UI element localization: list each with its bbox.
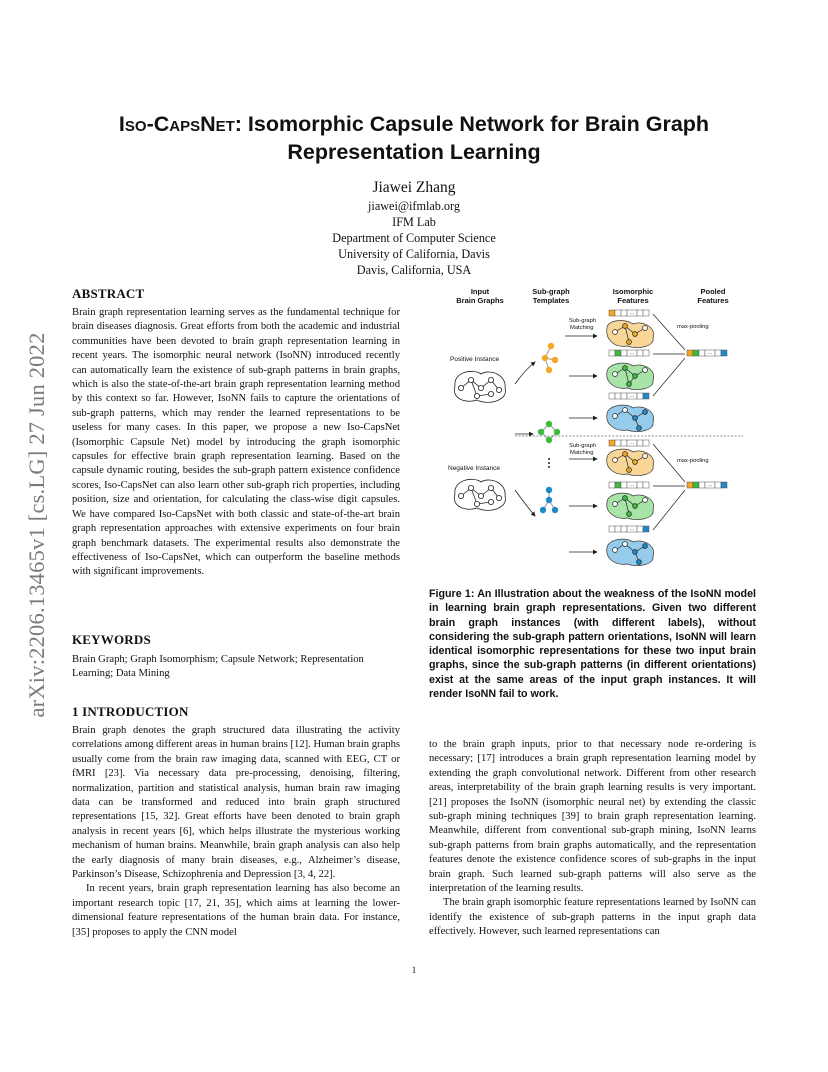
header-input: Input bbox=[470, 287, 490, 296]
header-input-2: Brain Graphs bbox=[456, 296, 504, 305]
header-templates: Sub-graph bbox=[532, 287, 570, 296]
matched-graph-neg-orange bbox=[607, 449, 654, 475]
header-pooled: Pooled bbox=[700, 287, 726, 296]
title-line1: : Isomorphic Capsule Network for Brain Graph bbox=[234, 112, 710, 136]
abstract-heading: ABSTRACT bbox=[72, 286, 145, 301]
abstract-text: Brain graph representation learning serves as the fundamental technique for brain diseases diagnosis. Great efforts from both the academic and industrial communities have been devoted to brain graph representation learning in recent years. The isomorphic neural network (IsoNN) introduced recently can automatically learn the existence of sub-graph patterns in brain graphs, which is also the state-of-the-art brain graph representation learning method by this context so far. However, IsoNN fails to capture the orientations of sub-graph patterns, which may render the learned representations to be useless for many cases. In this paper, we propose a new Iso-CapsNet (Isomorphic Capsule Net) model by introducing the graph isomorphic capsules for effective brain graph representation learning. Based on the capsule dynamic routing, besides the sub-graph pattern existence confidence scores, Iso-CapsNet can also learn other sub-graph rich properties, including position, size and orientation, for calculating the class-wise digit capsules. We have compared Iso-CapsNet with both classic and state-of-the-art brain graph representation approaches with extensive experiments on four brain graph benchmark datasets. The experimental results also demonstrate the effectiveness of Iso-CapsNet, which can outperform the baseline methods with significant improvements. bbox=[72, 307, 400, 578]
matching-label-bottom-a: Sub-graph bbox=[569, 443, 597, 449]
title-line2: Representation Learning bbox=[287, 140, 541, 164]
max-pooling-label-top: max-pooling bbox=[677, 324, 709, 330]
figure-1 bbox=[429, 284, 756, 584]
matched-graph-neg-blue bbox=[607, 539, 654, 565]
matched-graph-pos-green bbox=[607, 363, 654, 389]
intro-paragraph-1: Brain graph denotes the graph structured data illustrating the activity correlations among different areas in human brains [12]. Human brain graphs usually come from the brain raw imaging data, scanned with EEG, CT or fMRI [23]. Via necessary data pre-processing, denoising, filtering, normalization, partition and statistical analysis, human brain raw imaging data can be transformed and reduced into brain graph structured representations [15, 32]. Great efforts have been denoted to brain graph analysis in recent years [6], which helps illustrate the mysterious working mechanism of human brains. Meanwhile, brain graph analysis can also help the early diagnosis of many brain diseases, e.g., Alzheimer’s disease, Parkinson’s Disease, Schizophrenia and Depression [3, 4, 22]. bbox=[72, 725, 400, 881]
figure-1-diagram bbox=[429, 284, 756, 584]
keywords-text: Brain Graph; Graph Isomorphism; Capsule Network; Representation Learning; Data Mining bbox=[72, 654, 364, 680]
keywords-section bbox=[72, 632, 400, 682]
header-templates-2: Templates bbox=[532, 296, 570, 305]
figure-caption-block bbox=[429, 587, 756, 701]
header-pooled-2: Features bbox=[697, 296, 729, 305]
paper-title bbox=[70, 110, 758, 166]
author-name: Jiawei Zhang bbox=[372, 179, 456, 196]
vec-dots-4: ··· bbox=[629, 441, 635, 447]
label-positive-instance: Positive Instance bbox=[450, 356, 500, 363]
matching-label-bottom-b: Matching bbox=[570, 450, 594, 456]
matching-label-top-a: Sub-graph bbox=[569, 318, 597, 324]
negative-brain-graph bbox=[454, 479, 505, 510]
matched-graph-pos-orange bbox=[607, 321, 654, 348]
figure-caption: Figure 1: An Illustration about the weakness of the IsoNN model in learning brain graph representations. Given two different brain graph instances (with different labels), without considering the sub-graph pattern orientations, IsoNN will learn identical isomorphic representations for these two input brain graphs, since the sub-graph patterns (in different orientations) exist at the same areas of the input graph instances. It will render IsoNN fail to work. bbox=[429, 588, 756, 701]
template-green bbox=[538, 421, 560, 443]
author-university: University of California, Davis bbox=[338, 247, 490, 261]
template-blue bbox=[540, 487, 558, 513]
intro-paragraph-4: The brain graph isomorphic feature representations learned by IsoNN can identify the existence of sub-graph patterns in the input graph data effectively. However, such learned representations can bbox=[429, 897, 756, 938]
abstract-section bbox=[72, 286, 400, 580]
vec-dots-5: ··· bbox=[629, 483, 635, 489]
introduction-heading: 1 INTRODUCTION bbox=[72, 704, 189, 719]
intro-continued bbox=[429, 738, 756, 940]
page-number: 1 bbox=[411, 965, 417, 975]
vec-dots-3: ··· bbox=[629, 394, 635, 400]
author-email[interactable]: jiawei@ifmlab.org bbox=[368, 199, 460, 213]
matching-label-top-b: Matching bbox=[570, 325, 594, 331]
pooled-dots-neg: ··· bbox=[707, 483, 713, 489]
vec-dots-2: ··· bbox=[629, 351, 635, 357]
author-location: Davis, California, USA bbox=[356, 263, 472, 277]
matched-graph-pos-blue bbox=[607, 405, 654, 431]
vec-dots-6: ··· bbox=[629, 527, 635, 533]
author-lab: IFM Lab bbox=[392, 215, 436, 229]
intro-paragraph-3: to the brain graph inputs, prior to that necessary node re-ordering is necessary; [17] introduces a brain graph representation learning model by extending the graph convolutional network. Different from other research areas, interpretability of the brain graph learning results is very important. [21] proposes the IsoNN (isomorphic neural net) by extending the classic sub-graph mining techniques [39] to brain graph representation learning. Meanwhile, different from conventional sub-graph mining, IsoNN learns sub-graph patterns from brain graphs automatically, and the representation features denote the existence confidence scores of sub-graphs in the input brain graph. Such learned sub-graph patterns will also serve as the interpretation of the learning results. bbox=[429, 739, 756, 895]
header-iso: Isomorphic bbox=[612, 287, 654, 296]
max-pooling-label-bottom: max-pooling bbox=[677, 458, 709, 464]
arxiv-identifier: arXiv:2206.13465v1 [cs.LG] 27 Jun 2022 bbox=[24, 332, 49, 718]
title-model-name: Iso-CapsNet bbox=[118, 112, 235, 136]
author-block bbox=[200, 178, 628, 278]
keywords-heading: KEYWORDS bbox=[72, 632, 151, 647]
intro-paragraph-2: In recent years, brain graph representation learning has also become an important research topic [17, 21, 35], which aims at learning the lower-dimensional feature representations of the human brain data. For instance, [35] proposes to apply the CNN model bbox=[72, 883, 400, 938]
label-negative-instance: Negative Instance bbox=[448, 465, 501, 472]
vec-dots-1: ··· bbox=[629, 311, 635, 317]
pooled-dots-pos: ··· bbox=[707, 351, 713, 357]
author-department: Department of Computer Science bbox=[332, 231, 496, 245]
introduction-section bbox=[72, 704, 400, 940]
template-orange bbox=[542, 343, 558, 373]
template-ellipsis bbox=[548, 458, 550, 468]
arxiv-sidebar bbox=[22, 290, 52, 760]
matched-graph-neg-green bbox=[607, 493, 654, 519]
positive-brain-graph bbox=[454, 371, 505, 402]
header-iso-2: Features bbox=[617, 296, 649, 305]
